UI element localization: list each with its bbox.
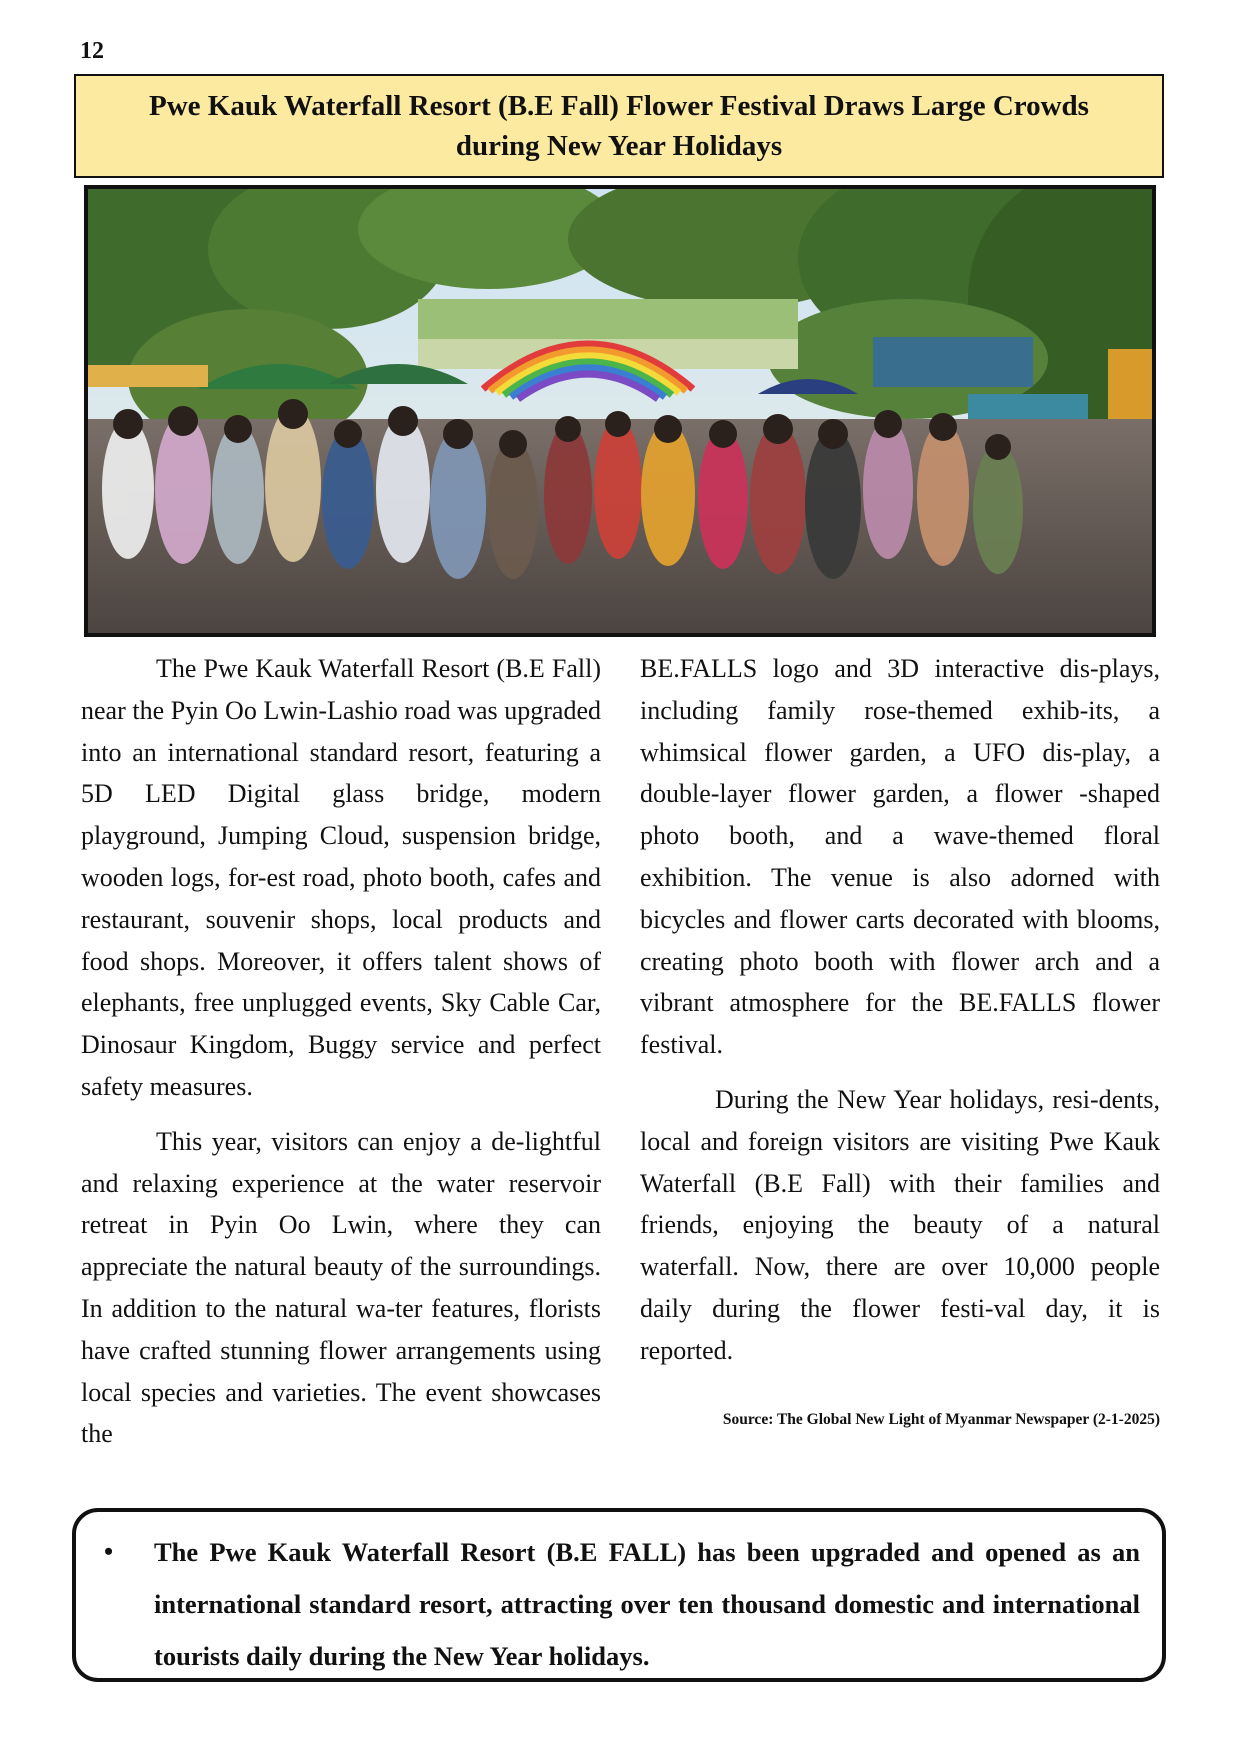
source-citation: Source: The Global New Light of Myanmar Newspaper (2-1-2025): [722, 1410, 1160, 1428]
festival-photo: [84, 185, 1156, 637]
article-paragraph: The Pwe Kauk Waterfall Resort (B.E Fall) near the Pyin Oo Lwin-Lashio road was upgraded into an international standard resort, featuring a 5D LED Digital glass bridge, modern playground, Jumping Cloud, suspension bridge, wooden logs, for-est road, photo booth, cafes and restaurant, souvenir shops, local products and food shops. Moreover, it offers talent shows of elephants, free unplugged events, Sky Cable Car, Dinosaur Kingdom, Buggy service and perfect safety measures.: [81, 654, 601, 1101]
page-number: 12: [80, 38, 104, 64]
article-column-right: [640, 648, 1160, 1430]
summary-bullet: • The Pwe Kauk Waterfall Resort (B.E FALL) has been upgraded and opened as an international standard resort, attracting over ten thousand domestic and international tourists daily during the New Year holidays.: [124, 1526, 1140, 1682]
article-paragraph: This year, visitors can enjoy a de-lightful and relaxing experience at the water reservoir retreat in Pyin Oo Lwin, where they can appreciate the natural beauty of the surroundings. In addition to the natural wa-ter features, florists have crafted stunning flower arrangements using local species and varieties. The event showcases the: [81, 1126, 601, 1449]
summary-list: [124, 1526, 1140, 1682]
article-paragraph: During the New Year holidays, resi-dents, local and foreign visitors are visiting Pwe Kauk Waterfall (B.E Fall) with their families and friends, enjoying the beauty of a natural waterfall. Now, there are over 10,000 people daily during the flower festi-val day, it is reported.: [640, 1084, 1160, 1365]
article-title-box: [74, 74, 1164, 178]
article-title: Pwe Kauk Waterfall Resort (B.E Fall) Flower Festival Draws Large Crowds during New Year Holidays: [149, 90, 1089, 162]
summary-box: [72, 1508, 1166, 1682]
crowd-photo-illustration: [88, 189, 1152, 633]
article-column-left: [81, 648, 601, 1455]
article-paragraph: BE.FALLS logo and 3D interactive dis-plays, including family rose-themed exhib-its, a whimsical flower garden, a UFO dis-play, a double-layer flower garden, a flower -shaped photo booth, and a wave-themed floral exhibition. The venue is also adorned with bicycles and flower carts decorated with blooms, creating photo booth with flower arch and a vibrant atmosphere for the BE.FALLS flower festival.: [640, 654, 1160, 1060]
